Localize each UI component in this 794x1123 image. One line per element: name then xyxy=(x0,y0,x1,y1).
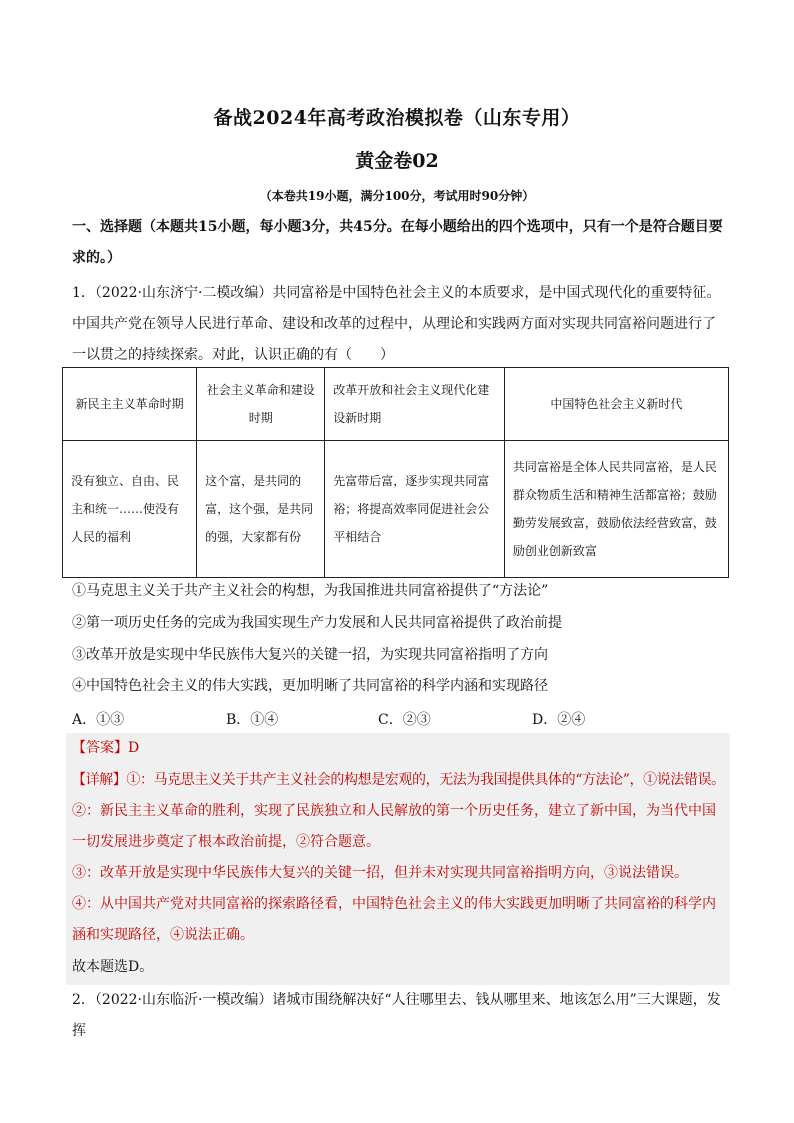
exam-note: （本卷共19小题，满分100分，考试用时90分钟） xyxy=(259,189,535,203)
table-header-cell: 社会主义革命和建设时期 xyxy=(197,368,325,441)
detail-1 xyxy=(72,765,728,796)
table-cell: 没有独立、自由、民主和统一……使没有人民的福利 xyxy=(63,441,197,578)
question-2-stem: 2．（2022·山东临沂·一模改编）诸城市围绕解决好“人往哪里去、钱从哪里来、地该怎么用”三大课题，发挥 xyxy=(72,992,721,1039)
detail-4: ④：从中国共产党对共同富裕的探索路径看，中国特色社会主义的伟大实践更加明晰了共同富裕的科学内涵和实现路径，④说法正确。 xyxy=(72,896,716,943)
page-subtitle: 黄金卷02 xyxy=(355,150,439,172)
answer-label: 【答案】D xyxy=(72,740,140,756)
detail-3: ③：改革开放是实现中华民族伟大复兴的关键一招，但并未对实现共同富裕指明方向，③说法错误。 xyxy=(72,865,688,881)
page-title: 备战2024年高考政治模拟卷（山东专用） xyxy=(213,107,581,129)
choice-c[interactable]: C．②③ xyxy=(378,712,431,728)
table-cell: 共同富裕是全体人民共同富裕，是人民群众物质生活和精神生活都富裕；鼓励勤劳发展致富，鼓励依法经营致富，鼓励创业创新致富 xyxy=(504,441,728,578)
answer-choices xyxy=(72,703,732,733)
statement-1: ①马克思主义关于共产主义社会的构想，为我国推进共同富裕提供了“方法论” xyxy=(72,583,549,599)
question-1-table xyxy=(62,367,729,578)
answer-line xyxy=(72,733,728,764)
detail-2: ②：新民主主义革命的胜利，实现了民族独立和人民解放的第一个历史任务，建立了新中国，为当代中国一切发展进步奠定了根本政治前提，②符合题意。 xyxy=(72,803,716,850)
conclusion: 故本题选D。 xyxy=(72,959,154,975)
table-cell: 这个富，是共同的富，这个强，是共同的强，大家都有份 xyxy=(197,441,325,578)
section-heading: 一、选择题（本题共15小题，每小题3分，共45分。在每小题给出的四个选项中，只有一个是符合题目要求的。） xyxy=(72,219,723,266)
detail-label: 【详解】 xyxy=(72,772,127,788)
table-cell: 先富带后富，逐步实现共同富裕；将提高效率同促进社会公平相结合 xyxy=(325,441,505,578)
table-header-cell: 中国特色社会主义新时代 xyxy=(504,368,728,441)
question-1-stem: 1．（2022·山东济宁·二模改编）共同富裕是中国特色社会主义的本质要求，是中国式现代化的重要特征。中国共产党在领导人民进行革命、建设和改革的过程中，从理论和实践两方面对实现共同富裕问题进行了一以贯之的持续探索。对此，认识正确的有（ ） xyxy=(72,285,721,363)
choice-d[interactable]: D．②④ xyxy=(532,712,586,728)
table-header-cell: 新民主主义革命时期 xyxy=(63,368,197,441)
statement-2: ②第一项历史任务的完成为我国实现生产力发展和人民共同富裕提供了政治前提 xyxy=(72,615,562,631)
choice-a[interactable]: A．①③ xyxy=(72,712,125,728)
statement-4: ④中国特色社会主义的伟大实践，更加明晰了共同富裕的科学内涵和实现路径 xyxy=(72,678,548,694)
statement-3: ③改革开放是实现中华民族伟大复兴的关键一招，为实现共同富裕指明了方向 xyxy=(72,647,548,663)
choice-b[interactable]: B．①④ xyxy=(226,712,279,728)
table-header-cell: 改革开放和社会主义现代化建设新时期 xyxy=(325,368,505,441)
detail-1-text: ①：马克思主义关于共产主义社会的构想是宏观的，无法为我国提供具体的“方法论”，①说法错误。 xyxy=(126,772,725,788)
